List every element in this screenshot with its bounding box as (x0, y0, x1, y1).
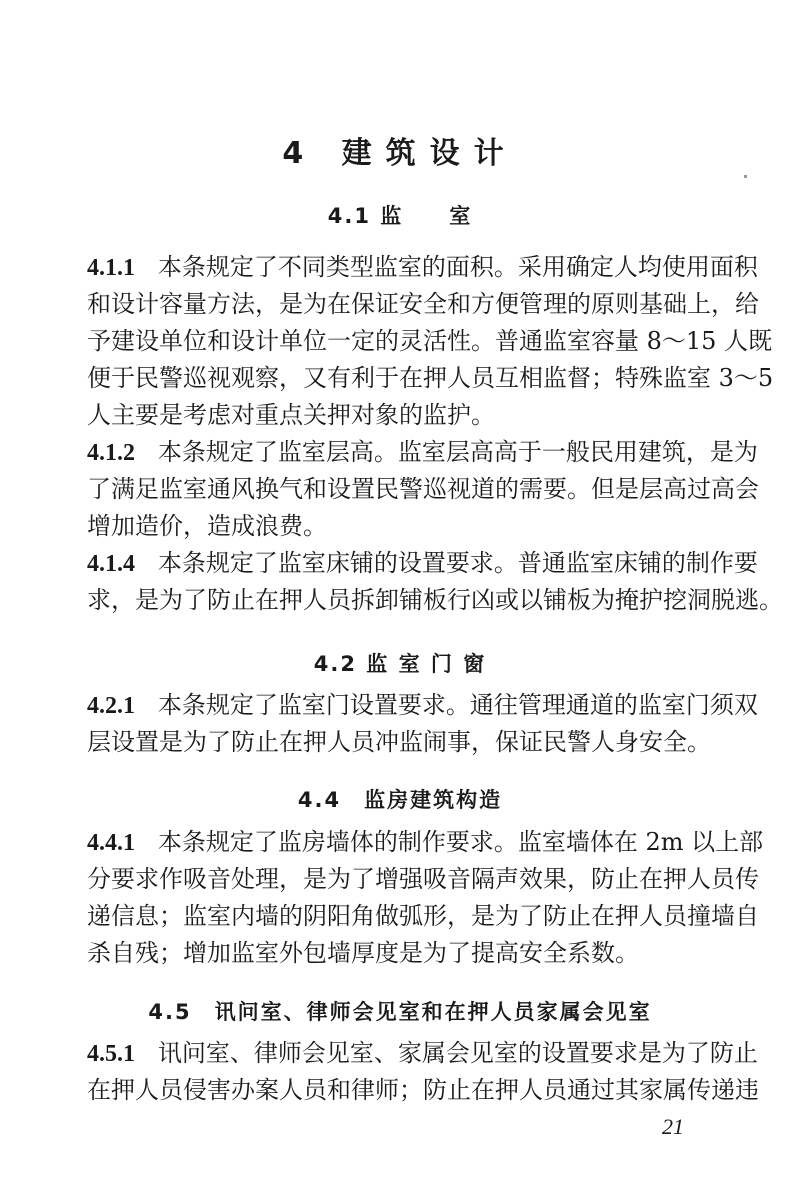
clause-text: 本条规定了监房墙体的制作要求。监室墙体在 2m 以上部 (157, 828, 764, 856)
clause-text: 求，是为了防止在押人员拆卸铺板行凶或以铺板为掩护挖洞脱逃。 (87, 586, 783, 614)
clause-4-1-1 (87, 249, 774, 434)
clause-text: 递信息；监室内墙的阴阳角做弧形，是为了防止在押人员撞墙自 (87, 902, 759, 930)
clause-text: 便于民警巡视观察，又有利于在押人员互相监督；特殊监室 3～5 (87, 364, 774, 392)
clause-4-2-1 (87, 687, 758, 761)
clause-text: 本条规定了监室门设置要求。通往管理通道的监室门须双 (157, 691, 758, 719)
clause-4-1-4 (87, 545, 783, 619)
section-heading-4-2: 4.2 监 室 门 窗 (313, 652, 487, 676)
clause-text: 讯问室、律师会见室、家属会见室的设置要求是为了防止 (157, 1039, 758, 1067)
clause-number: 4.1.1 (87, 255, 135, 281)
clause-number: 4.2.1 (87, 693, 135, 719)
chapter-title: 4 建筑设计 (282, 136, 518, 171)
clause-text: 增加造价，造成浪费。 (87, 512, 327, 540)
clause-4-5-1 (87, 1035, 759, 1109)
section-heading-4-4: 4.4 监房建筑构造 (297, 788, 503, 812)
page-number: 21 (662, 1114, 684, 1139)
clause-text: 了满足监室通风换气和设置民警巡视道的需要。但是层高过高会 (87, 475, 759, 503)
clause-text: 层设置是为了防止在押人员冲监闹事，保证民警人身安全。 (87, 728, 711, 756)
section-heading-4-5: 4.5 讯问室、律师会见室和在押人员家属会见室 (148, 1000, 652, 1024)
clause-number: 4.5.1 (87, 1041, 135, 1067)
clause-number: 4.4.1 (87, 830, 135, 856)
clause-text: 分要求作吸音处理，是为了增强吸音隔声效果，防止在押人员传 (87, 865, 759, 893)
clause-number: 4.1.2 (87, 440, 135, 466)
clause-4-1-2 (87, 434, 759, 545)
clause-text: 在押人员侵害办案人员和律师；防止在押人员通过其家属传递违 (87, 1076, 759, 1104)
scan-speck (744, 175, 747, 178)
clause-text: 本条规定了监室层高。监室层高高于一般民用建筑，是为 (157, 438, 758, 466)
clause-text: 本条规定了监室床铺的设置要求。普通监室床铺的制作要 (157, 549, 758, 577)
clause-text: 人主要是考虑对重点关押对象的监护。 (87, 401, 495, 429)
clause-text: 杀自残；增加监室外包墙厚度是为了提高安全系数。 (87, 939, 639, 967)
clause-4-4-1 (87, 824, 764, 972)
clause-text: 本条规定了不同类型监室的面积。采用确定人均使用面积 (157, 253, 758, 281)
section-heading-4-1: 4.1 监 室 (327, 204, 473, 228)
clause-number: 4.1.4 (87, 551, 135, 577)
clause-text: 和设计容量方法，是为在保证安全和方便管理的原则基础上，给 (87, 290, 759, 318)
clause-text: 予建设单位和设计单位一定的灵活性。普通监室容量 8～15 人既 (87, 327, 773, 355)
